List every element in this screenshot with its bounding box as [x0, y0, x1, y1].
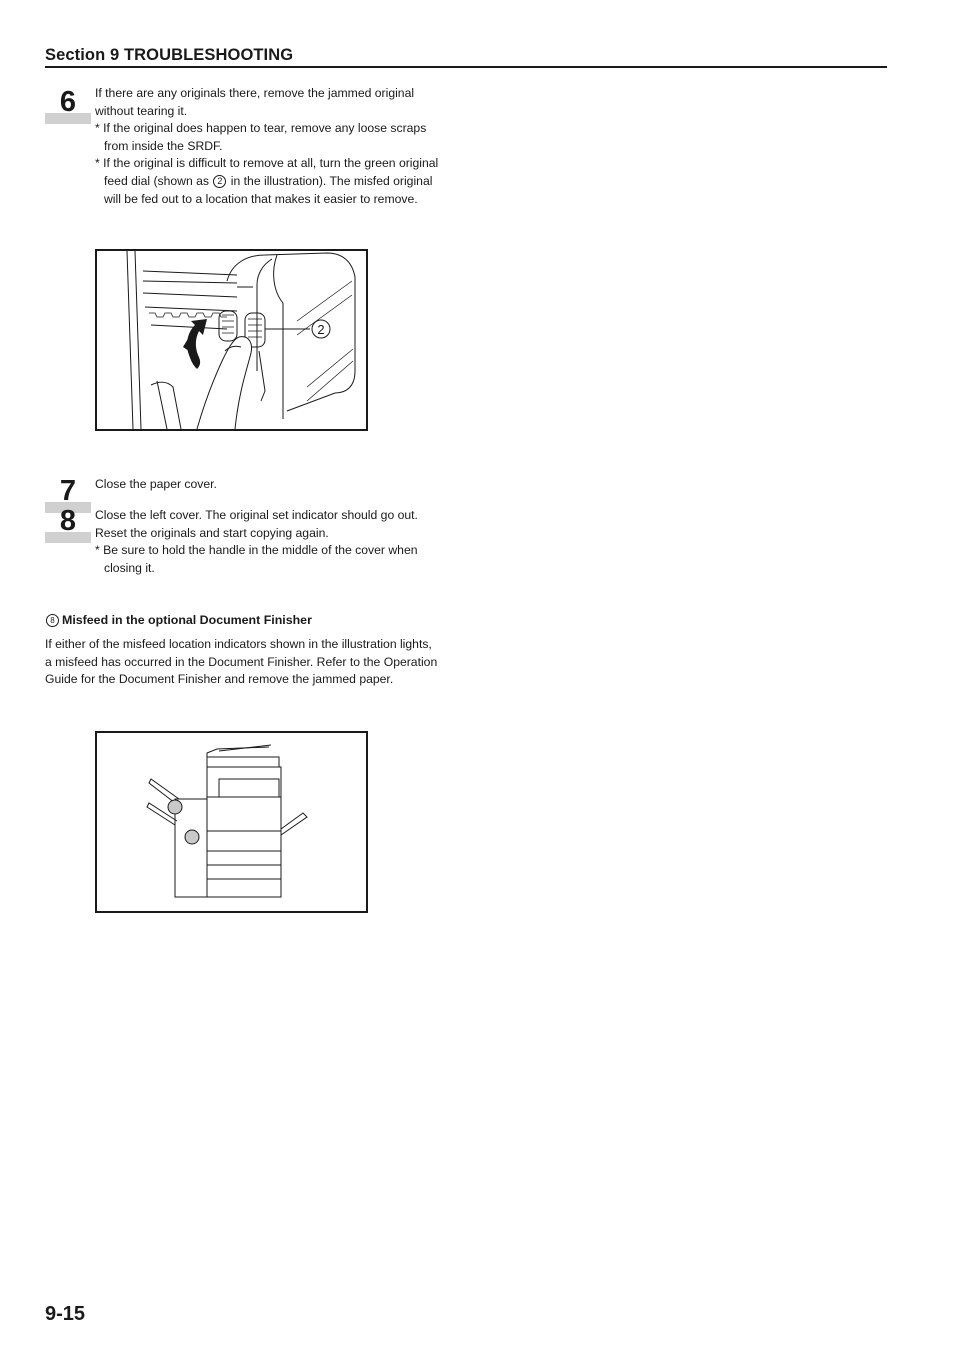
- step-8-number-badge: [45, 505, 91, 545]
- step-number: 7: [59, 475, 77, 507]
- circled-number: 2: [213, 175, 226, 188]
- note-text-after: in the illustration). The misfed original will be fed out to a location that makes it easier to remove.: [104, 173, 433, 206]
- feed-dial-drawing: [97, 251, 366, 429]
- finisher-section-paragraph: If either of the misfeed location indicators shown in the illustration lights, a misfeed has occurred in the Document Finisher. Refer to the Operation Guide for the Document Finisher and remove the jammed paper.: [45, 637, 438, 687]
- page-number: 9-15: [45, 1303, 86, 1325]
- step-8-note-1: * Be sure to hold the handle in the middle of the cover when closing it.: [95, 543, 418, 575]
- finisher-section-heading: [45, 613, 312, 627]
- document-finisher-illustration: [95, 731, 368, 913]
- note-text-before: * If the original is difficult to remove at all, turn the green original feed dial (shown as: [95, 156, 439, 188]
- section-divider: [45, 66, 887, 68]
- finisher-drawing: [97, 733, 366, 911]
- feed-dial-illustration: [95, 249, 368, 431]
- callout-label: 2: [317, 322, 325, 337]
- misfeed-indicator-lower: [185, 830, 199, 844]
- step-6-number-badge: [45, 86, 91, 126]
- step-6-content: [95, 85, 440, 208]
- circled-number: 8: [46, 614, 59, 627]
- step-8-text: Close the left cover. The original set indicator should go out. Reset the originals and start copying again.: [95, 508, 418, 540]
- step-7-text: Close the paper cover.: [95, 477, 217, 491]
- step-6-note-1: * If the original does happen to tear, remove any loose scraps from inside the SRDF.: [95, 121, 427, 153]
- misfeed-indicator-upper: [168, 800, 182, 814]
- step-6-note-2: [95, 155, 440, 208]
- heading-text: Misfeed in the optional Document Finisher: [62, 613, 312, 627]
- section-title: Section 9 TROUBLESHOOTING: [45, 46, 294, 64]
- step-number: 8: [59, 505, 77, 537]
- step-6-text: If there are any originals there, remove the jammed original without tearing it.: [95, 86, 415, 118]
- step-8-content: [95, 507, 440, 577]
- step-number: 6: [59, 86, 77, 118]
